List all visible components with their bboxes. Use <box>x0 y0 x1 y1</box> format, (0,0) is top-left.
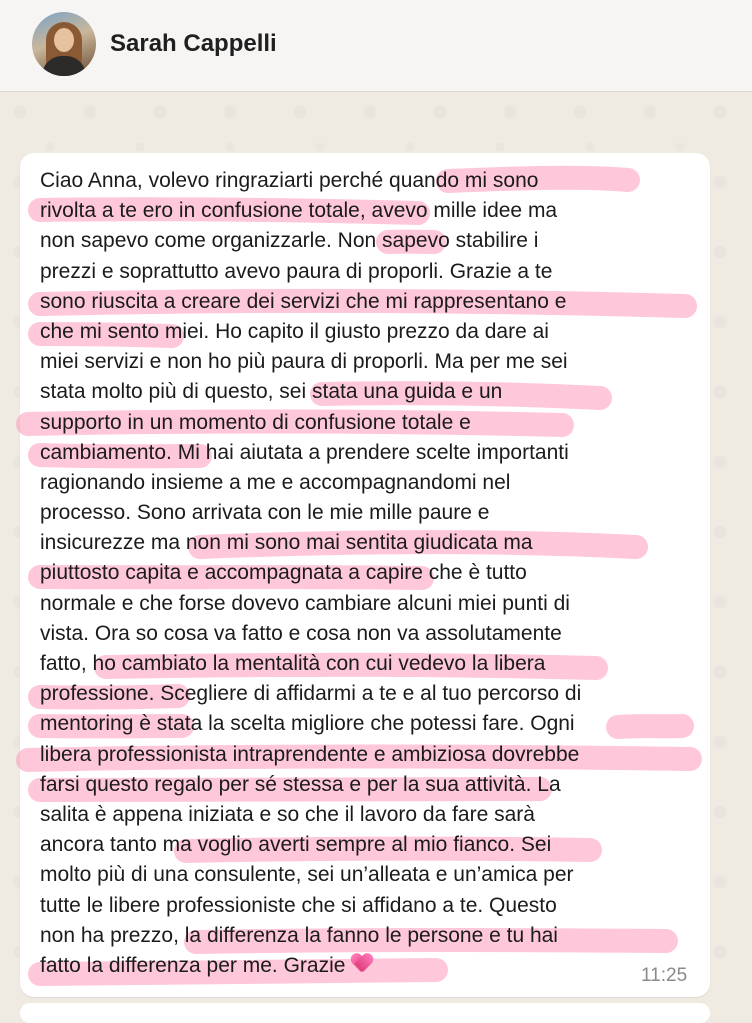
message-line: normale e che forse dovevo cambiare alcuni miei punti di <box>40 591 570 615</box>
message-line: professione. Scegliere di affidarmi a te e al tuo percorso di <box>40 682 582 706</box>
message-line: salita è appena iniziata e so che il lavoro da fare sarà <box>40 802 535 826</box>
message-line: non ha prezzo, la differenza la fanno le persone e tu hai <box>40 923 558 947</box>
message-line: fatto la differenza per me. Grazie <box>40 953 346 977</box>
message-line: mentoring è stata la scelta migliore che potessi fare. Ogni <box>40 712 575 736</box>
message-line: che mi sento miei. Ho capito il giusto prezzo da dare ai <box>40 319 549 343</box>
message-line: tutte le libere professioniste che si affidano a te. Questo <box>40 893 557 917</box>
message-line: insicurezze ma non mi sono mai sentita giudicata ma <box>40 531 533 555</box>
message-line: stata molto più di questo, sei stata una guida e un <box>40 380 503 404</box>
message-line: supporto in un momento di confusione totale e <box>40 410 471 434</box>
message-line: farsi questo regalo per sé stessa e per la sua attività. La <box>40 772 561 796</box>
message-line-last <box>40 951 705 981</box>
message-line: non sapevo come organizzarle. Non sapevo stabilire i <box>40 229 539 253</box>
message-line: molto più di una consulente, sei un’alleata e un’amica per <box>40 863 574 887</box>
message-line: vista. Ora so cosa va fatto e cosa non va assolutamente <box>40 621 562 645</box>
contact-name[interactable]: Sarah Cappelli <box>110 30 277 57</box>
message-timestamp: 11:25 <box>641 965 688 986</box>
message-line: rivolta a te ero in confusione totale, avevo mille idee ma <box>40 199 558 223</box>
message-line: fatto, ho cambiato la mentalità con cui vedevo la libera <box>40 652 546 675</box>
sparkling-heart-icon <box>351 954 373 974</box>
message-line: ragionando insieme a me e accompagnandomi nel <box>40 470 511 494</box>
chat-header <box>0 0 752 92</box>
message-line: cambiamento. Mi hai aiutata a prendere scelte importanti <box>40 440 569 464</box>
next-message-bubble[interactable] <box>20 1003 710 1023</box>
message-line: libera professionista intraprendente e ambiziosa dovrebbe <box>40 742 580 766</box>
contact-avatar[interactable] <box>32 12 96 76</box>
message-line: piuttosto capita e accompagnata a capire che è tutto <box>40 561 527 585</box>
message-text <box>40 166 705 981</box>
message-line: sono riuscita a creare dei servizi che mi rappresentano e <box>40 289 567 313</box>
message-line: processo. Sono arrivata con le mie mille paure e <box>40 501 490 525</box>
message-line: miei servizi e non ho più paura di proporli. Ma per me sei <box>40 350 568 374</box>
message-line: prezzi e soprattutto avevo paura di proporli. Grazie a te <box>40 259 553 283</box>
message-line: Ciao Anna, volevo ringraziarti perché quando mi sono <box>40 169 539 192</box>
message-line: ancora tanto ma voglio averti sempre al mio fianco. Sei <box>40 833 552 857</box>
